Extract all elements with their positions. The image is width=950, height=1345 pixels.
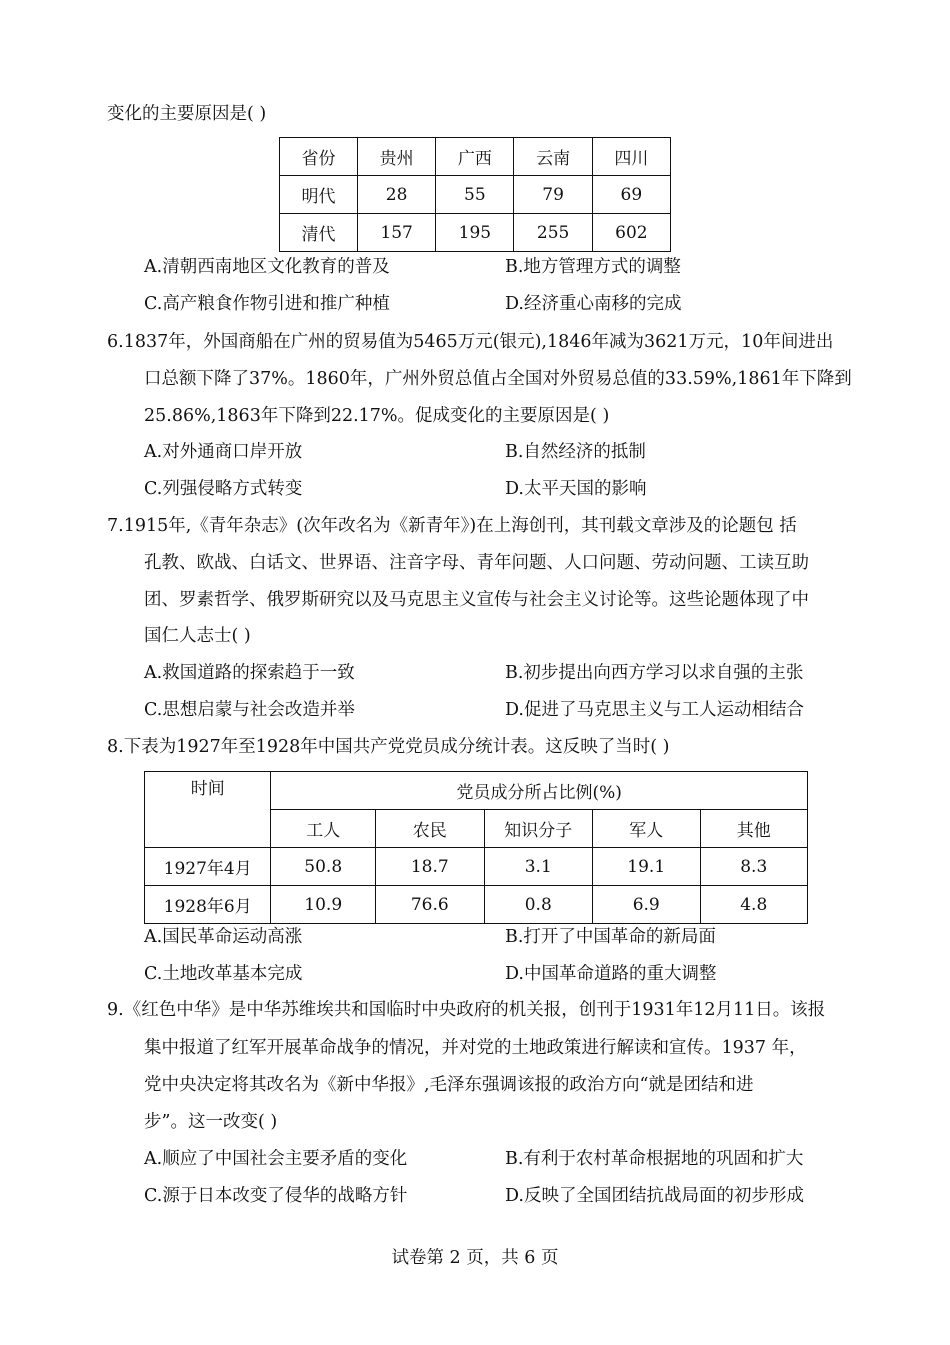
q9-option-d[interactable]: D.反映了全国团结抗战局面的初步形成 [505, 1186, 804, 1206]
q5-cell: 28 [357, 176, 435, 214]
q8-sub-header: 军人 [592, 810, 700, 848]
q5-header-cell: 云南 [514, 138, 592, 176]
q6-option-d[interactable]: D.太平天国的影响 [505, 479, 647, 499]
q5-cell: 602 [592, 214, 670, 252]
q8-cell: 10.9 [271, 886, 376, 924]
q8-option-a[interactable]: A.国民革命运动高涨 [144, 927, 303, 947]
q5-cell: 195 [436, 214, 514, 252]
q5-option-b[interactable]: B.地方管理方式的调整 [505, 257, 681, 277]
q6-option-c[interactable]: C.列强侵略方式转变 [144, 479, 303, 499]
q8-group-header: 党员成分所占比例(%) [271, 772, 808, 810]
q5-cell: 55 [436, 176, 514, 214]
q9-option-b[interactable]: B.有利于农村革命根据地的巩固和扩大 [505, 1149, 804, 1169]
q7-stem-line: 7.1915年,《青年杂志》(次年改名为《新青年》)在上海创刊，其刊载文章涉及的论题包 括 [107, 516, 797, 536]
q5-cell: 69 [592, 176, 670, 214]
q5-header-cell: 广西 [436, 138, 514, 176]
q5-cell: 79 [514, 176, 592, 214]
q8-sub-header: 工人 [271, 810, 376, 848]
q5-cell: 明代 [280, 176, 358, 214]
q8-cell: 6.9 [592, 886, 700, 924]
q5-cell: 255 [514, 214, 592, 252]
q5-header-cell: 贵州 [357, 138, 435, 176]
q8-option-d[interactable]: D.中国革命道路的重大调整 [505, 964, 717, 984]
q6-stem-line: 6.1837年，外国商船在广州的贸易值为5465万元(银元),1846年减为3621万元，10年间进出 [107, 332, 834, 352]
q8-cell: 4.8 [700, 886, 808, 924]
q5-header-cell: 四川 [592, 138, 670, 176]
q7-option-b[interactable]: B.初步提出向西方学习以求自强的主张 [505, 663, 804, 683]
q7-stem-line: 团、罗素哲学、俄罗斯研究以及马克思主义宣传与社会主义讨论等。这些论题体现了中 [144, 590, 809, 610]
q8-cell: 1928年6月 [145, 886, 271, 924]
q8-option-c[interactable]: C.土地改革基本完成 [144, 964, 303, 984]
q8-option-b[interactable]: B.打开了中国革命的新局面 [505, 927, 716, 947]
q5-option-c[interactable]: C.高产粮食作物引进和推广种植 [144, 294, 390, 314]
q8-cell: 1927年4月 [145, 848, 271, 886]
q9-option-c[interactable]: C.源于日本改变了侵华的战略方针 [144, 1186, 408, 1206]
q6-option-a[interactable]: A.对外通商口岸开放 [144, 442, 303, 462]
q5-header-cell: 省份 [280, 138, 358, 176]
q5-table [279, 137, 671, 252]
q8-cell: 8.3 [700, 848, 808, 886]
page-footer: 试卷第 2 页，共 6 页 [391, 1248, 559, 1268]
q5-cell: 清代 [280, 214, 358, 252]
q8-cell: 18.7 [375, 848, 484, 886]
q5-stem-tail: 变化的主要原因是( ) [107, 104, 267, 124]
q7-stem-line: 国仁人志士( ) [144, 626, 251, 646]
q7-stem-line: 孔教、欧战、白话文、世界语、注音字母、青年问题、人口问题、劳动问题、工读互助 [144, 553, 809, 573]
q5-cell: 157 [357, 214, 435, 252]
q8-sub-header: 其他 [700, 810, 808, 848]
q7-option-d[interactable]: D.促进了马克思主义与工人运动相结合 [505, 700, 804, 720]
q8-cell: 50.8 [271, 848, 376, 886]
q8-cell: 76.6 [375, 886, 484, 924]
q8-cell: 19.1 [592, 848, 700, 886]
q6-option-b[interactable]: B.自然经济的抵制 [505, 442, 646, 462]
q9-option-a[interactable]: A.顺应了中国社会主要矛盾的变化 [144, 1149, 408, 1169]
q9-stem-line: 9.《红色中华》是中华苏维埃共和国临时中央政府的机关报，创刊于1931年12月11日。该报 [107, 1000, 826, 1020]
q6-stem-line: 口总额下降了37%。1860年，广州外贸总值占全国对外贸易总值的33.59%,1861年下降到 [144, 369, 852, 389]
q8-cell: 3.1 [484, 848, 592, 886]
q8-table [144, 771, 808, 924]
q7-option-c[interactable]: C.思想启蒙与社会改造并举 [144, 700, 355, 720]
q7-option-a[interactable]: A.救国道路的探索趋于一致 [144, 663, 355, 683]
q8-cell: 0.8 [484, 886, 592, 924]
q6-stem-line: 25.86%,1863年下降到22.17%。促成变化的主要原因是( ) [144, 406, 610, 426]
q9-stem-line: 党中央决定将其改名为《新中华报》,毛泽东强调该报的政治方向“就是团结和进 [144, 1075, 754, 1095]
q5-option-d[interactable]: D.经济重心南移的完成 [505, 294, 682, 314]
q9-stem-line: 步”。这一改变( ) [144, 1112, 278, 1132]
q8-sub-header: 农民 [375, 810, 484, 848]
q8-sub-header: 知识分子 [484, 810, 592, 848]
q8-stem: 8.下表为1927年至1928年中国共产党党员成分统计表。这反映了当时( ) [107, 737, 670, 757]
q5-option-a[interactable]: A.清朝西南地区文化教育的普及 [144, 257, 390, 277]
q8-time-header: 时间 [145, 772, 271, 848]
q9-stem-line: 集中报道了红军开展革命战争的情况，并对党的土地政策进行解读和宣传。1937 年， [144, 1038, 807, 1058]
